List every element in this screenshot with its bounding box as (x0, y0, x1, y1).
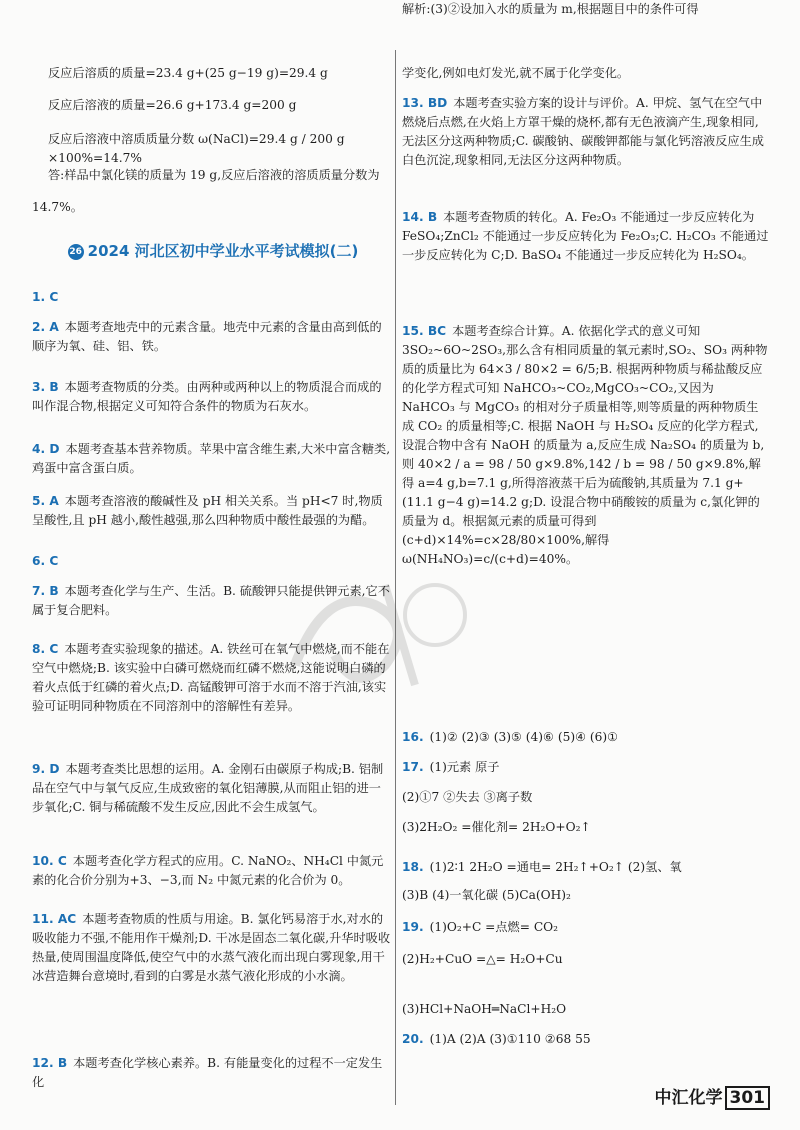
section-badge: 26 (68, 244, 84, 260)
question-number: 10. C (32, 854, 67, 868)
page-footer (655, 1083, 771, 1108)
answer-text: (1)A (2)A (3)①110 ②68 55 (429, 1032, 591, 1046)
answer-text: (1)元素 原子 (429, 760, 500, 774)
answer-text: (2)H₂+CuO =△= H₂O+Cu (402, 952, 563, 966)
answer-text: 本题考查溶液的酸碱性及 pH 相关关系。当 pH<7 时,物质呈酸性,且 pH 越小,酸性越强,那么四种物质中酸性最强的为醋。 (32, 494, 383, 527)
answer-text: 本题考查地壳中的元素含量。地壳中元素的含量由高到低的顺序为氧、硅、铝、铁。 (32, 320, 382, 353)
question-number: 19. (402, 920, 424, 934)
right-answer-item (402, 886, 770, 905)
left-answer-item (32, 318, 392, 356)
left-answer-item (32, 288, 392, 307)
question-number: 7. B (32, 584, 59, 598)
answer-text: 本题考查化学核心素养。B. 有能量变化的过程不一定发生化 (32, 1056, 383, 1089)
question-number: 4. D (32, 442, 60, 456)
left-answer-item (32, 1054, 392, 1092)
right-answer-item (402, 858, 770, 877)
answer-line: 答:样品中氯化镁的质量为 19 g,反应后溶液的溶质质量分数为 (48, 168, 380, 182)
right-answer-item (402, 94, 770, 170)
left-answer-item (32, 852, 392, 890)
right-answer-item (402, 1030, 770, 1049)
right-answer-item (402, 918, 770, 937)
right-answer-item (402, 818, 770, 837)
answer-text: 本题考查基本营养物质。苹果中富含维生素,大米中富含糖类,鸡蛋中富含蛋白质。 (32, 442, 391, 475)
answer-text: 本题考查实验方案的设计与评价。A. 甲烷、氢气在空气中燃烧后点燃,在火焰上方罩干燥的烧杯,都有无色液滴产生,现象相同,无法区分这两种物质;C. 碳酸钠、碳酸钾都能与氯化钙溶液反应生成白色沉淀,现象相同,无法区分这两种物质。 (402, 96, 764, 167)
book-name: 中汇化学 (654, 1088, 723, 1108)
question-number: 6. C (32, 554, 59, 568)
answer-text: 本题考查化学与生产、生活。B. 硫酸钾只能提供钾元素,它不属于复合肥料。 (32, 584, 390, 617)
left-answer-item (32, 492, 392, 530)
question-number: 1. C (32, 290, 59, 304)
answer-text: 本题考查物质的转化。A. Fe₂O₃ 不能通过一步反应转化为 FeSO₄;ZnCl₂ 不能通过一步反应转化为 Fe₂O₃;C. H₂CO₃ 不能通过一步反应转化为 C;D. BaSO₄ 不能通过一步反应转化为 H₂SO₄。 (402, 210, 769, 262)
question-number: 8. C (32, 642, 59, 656)
answer-text: 学变化,例如电灯发光,就不属于化学变化。 (402, 66, 630, 80)
question-number: 16. (402, 730, 424, 744)
answer-text: 本题考查物质的分类。由两种或两种以上的物质混合而成的叫作混合物,根据定义可知符合条件的物质为石灰水。 (32, 380, 382, 413)
left-answer-item (32, 910, 392, 986)
answer-text: (1)2∶1 2H₂O =通电= 2H₂↑+O₂↑ (2)氢、氧 (429, 860, 682, 874)
question-number: 13. BD (402, 96, 448, 110)
left-answer-item (32, 582, 392, 620)
section-title-text: 2024 河北区初中学业水平考试模拟(二) (87, 242, 359, 260)
answer-text: (3)B (4)一氧化碳 (5)Ca(OH)₂ (402, 888, 571, 902)
question-number: 12. B (32, 1056, 68, 1070)
right-answer-item (402, 1000, 770, 1019)
right-answer-item (402, 758, 770, 777)
question-number: 2. A (32, 320, 59, 334)
question-number: 15. BC (402, 324, 447, 338)
answer-text: 本题考查综合计算。A. 依据化学式的意义可知 3SO₂~6O~2SO₃,那么含有相同质量的氧元素时,SO₂、SO₃ 两种物质的质量比为 64×3 / 80×2 = 6/5;B. 根据两种物质与稀盐酸反应的化学方程式可知 NaHCO₃~CO₂,MgCO₃~CO₂,又因为 NaHCO₃ 与 MgCO₃ 的相对分子质量相等,则等质量的两种物质生成 CO₂ 的质量相等;C. 根据 NaOH 与 H₂SO₄ 反应的化学方程式,设混合物中含有 NaOH 的质量为 a,反应生成 Na₂SO₄ 的质量为 b,则 40×2 / a = 98 / 50 g×9.8%,142 / b = 98 / 50 g×9.8%,解得 a=4 g,b=7.1 g,所得溶液蒸干后为硫酸钠,其质量为 7.1 g+(11.1 g−4 g)=14.2 g;D. 设混合物中硝酸铵的质量为 c,氯化钾的质量为 d。根据氮元素的质量可得到 (c+d)×14%=c×28/80×100%,解得 ω(NH₄NO₃)=c/(c+d)=40%。 (402, 324, 768, 566)
answer-line-2: 14.7%。 (32, 200, 83, 214)
answer-text: 本题考查实验现象的描述。A. 铁丝可在氧气中燃烧,而不能在空气中燃烧;B. 该实验中白磷可燃烧而红磷不燃烧,这能说明白磷的着火点低于红磷的着火点;D. 高锰酸钾可溶于水而不溶于汽油,该实验可证明同种物质在不同溶剂中的溶解性有差异。 (32, 642, 390, 713)
left-answer-item (32, 552, 392, 571)
question-number: 17. (402, 760, 424, 774)
section-title (32, 240, 394, 261)
question-number: 18. (402, 860, 424, 874)
question-number: 5. A (32, 494, 59, 508)
left-answer-item (32, 640, 392, 716)
right-answer-item (402, 322, 770, 569)
left-answer-item (32, 760, 392, 817)
question-number: 3. B (32, 380, 59, 394)
right-answer-item (402, 0, 770, 19)
answer-text: 解析:(3)②设加入水的质量为 m,根据题目中的条件可得 (402, 2, 699, 16)
left-answer-item (32, 378, 392, 416)
answer-text: 本题考查类比思想的运用。A. 金刚石由碳原子构成;B. 铝制品在空气中与氧气反应,生成致密的氧化铝薄膜,从而阻止铝的进一步氧化;C. 铜与稀硫酸不发生反应,因此不会生成氢气。 (32, 762, 384, 814)
calc-line-2: 反应后溶液的质量=26.6 g+173.4 g=200 g (48, 98, 297, 112)
answer-text: (3)HCl+NaOH═NaCl+H₂O (402, 1002, 567, 1016)
question-number: 11. AC (32, 912, 77, 926)
right-answer-item (402, 208, 770, 265)
answer-text: (2)①7 ②失去 ③离子数 (402, 790, 533, 804)
question-number: 20. (402, 1032, 424, 1046)
question-number: 14. B (402, 210, 438, 224)
answer-text: 本题考查物质的性质与用途。B. 氯化钙易溶于水,对水的吸收能力不强,不能用作干燥剂;D. 干冰是固态二氧化碳,升华时吸收热量,使周围温度降低,使空气中的水蒸气液化而出现白雾现象,用干冰营造舞台意境时,看到的白雾是水蒸气液化形成的小水滴。 (32, 912, 391, 983)
page-number: 301 (725, 1086, 771, 1110)
answer-text: (1)O₂+C =点燃= CO₂ (429, 920, 559, 934)
answer-text: (1)② (2)③ (3)⑤ (4)⑥ (5)④ (6)① (429, 730, 619, 744)
answer-text: 本题考查化学方程式的应用。C. NaNO₂、NH₄Cl 中氮元素的化合价分别为+3、−3,而 N₂ 中氮元素的化合价为 0。 (32, 854, 384, 887)
answer-text: (3)2H₂O₂ =催化剂= 2H₂O+O₂↑ (402, 820, 591, 834)
calc-line-3: 反应后溶液中溶质质量分数 ω(NaCl)=29.4 g / 200 g ×100%=14.7% (48, 132, 345, 165)
calc-line-1: 反应后溶质的质量=23.4 g+(25 g−19 g)=29.4 g (48, 66, 328, 80)
right-answer-item (402, 64, 770, 83)
right-answer-item (402, 950, 770, 969)
right-answer-item (402, 788, 770, 807)
left-answer-item (32, 440, 392, 478)
question-number: 9. D (32, 762, 60, 776)
right-answer-item (402, 728, 770, 747)
